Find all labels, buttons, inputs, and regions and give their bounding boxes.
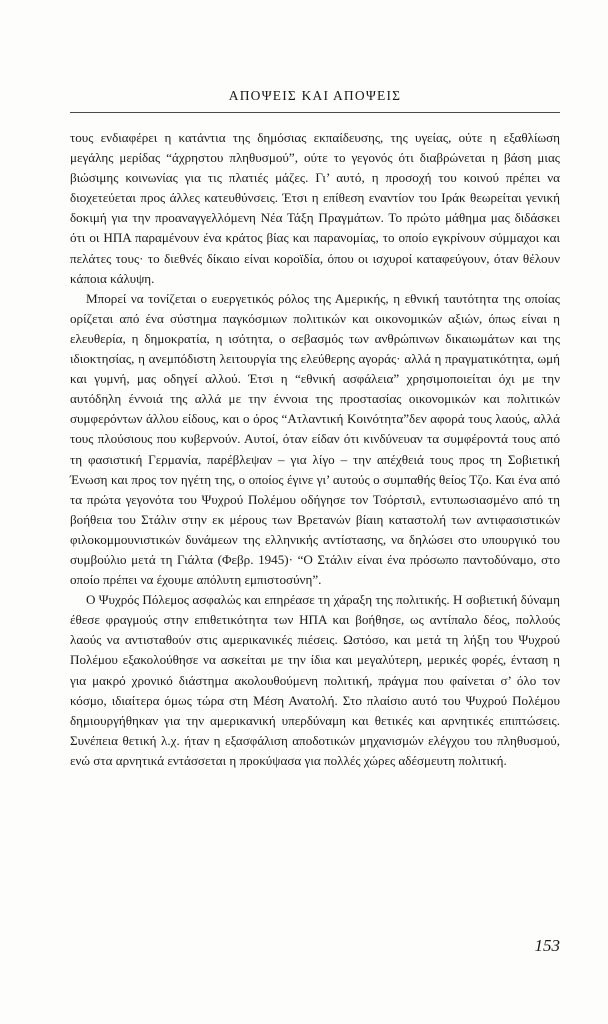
running-header: ΑΠΟΨΕΙΣ ΚΑΙ ΑΠΟΨΕΙΣ bbox=[228, 88, 402, 103]
header-divider bbox=[70, 112, 560, 113]
paragraph-1: τους ενδιαφέρει η κατάντια της δημόσιας εκπαίδευσης, της υγείας, ούτε η εξαθλίωση μεγάλης μερίδας “άχρηστου πληθυσμού”, ούτε το γεγονός ότι διαβρώνεται η βάση μιας βιώσιμης κοινωνίας για τις πλατιές μάζες. Γι’ αυτό, η προσοχή του κοινού πρέπει να διοχετεύεται προς άλλες κατευθύνσεις. Έτσι η επίθεση εναντίον του Ιράκ θεωρείται γενική δοκιμή για την προαναγγελλόμενη Νέα Τάξη Πραγμάτων. Το πρώτο μάθημα μας διδάσκει ότι οι ΗΠΑ παραμένουν ένα κράτος βίας και παρανομίας, το οποίο εγκρίνουν σύμμαχοι και πελάτες τους· το διεθνές δίκαιο είναι κοροϊδία, όπου οι ισχυροί καταφεύγουν, όταν θέλουν κάποια κάλυψη. bbox=[70, 130, 560, 286]
body-text bbox=[70, 128, 560, 771]
paragraph-3: Ο Ψυχρός Πόλεμος ασφαλώς και επηρέασε τη χάραξη της πολιτικής. Η σοβιετική δύναμη έθεσε φραγμούς στην επιθετικότητα των ΗΠΑ και βοήθησε, ως αντίπαλο δέος, πολλούς λαούς να αντισταθούν στις αμερικανικές πιέσεις. Ωστόσο, και μετά τη λήξη του Ψυχρού Πολέμου εξακολούθησε να ασκείται με την ίδια και μεγαλύτερη, μερικές φορές, ένταση η για μακρό χρονικό διάστημα ακολουθούμενη πολιτική, πράγμα που φαίνεται σ’ όλο τον κόσμο, ιδιαίτερα όμως τώρα στη Μέση Ανατολή. Στο πλαίσιο αυτό του Ψυχρού Πολέμου δημιουργήθηκαν για την αμερικανική υπερδύναμη και θετικές και αρνητικές επιπτώσεις. Συνέπεια θετική λ.χ. ήταν η εξασφάλιση αποδοτικών μηχανισμών ελέγχου του πληθυσμού, ενώ στα αρνητικά εντάσσεται η προκύψασα για πολλές χώρες αδέσμευτη πολιτική. bbox=[70, 592, 560, 768]
page-number: 153 bbox=[534, 936, 560, 955]
paragraph-2: Μπορεί να τονίζεται ο ευεργετικός ρόλος της Αμερικής, η εθνική ταυτότητα της οποίας ορίζεται από ένα σύστημα παγκόσμιων πολιτικών και οικονομικών αξιών, όπως είναι η ελευθερία, η δημοκρατία, η ισότητα, ο σεβασμός των ανθρώπινων δικαιωμάτων και της ιδιοκτησίας, η ανεμπόδιστη λειτουργία της ελεύθερης αγοράς· αλλά η πραγματικότητα, ωμή και γυμνή, μας οδηγεί αλλού. Έτσι η “εθνική ασφάλεια” χρησιμοποιείται όχι με την αυτόδηλη έννοιά της αλλά με την έννοια της προστασίας οικονομικών και πολιτικών συμφερόντων άλλου είδους, και ο όρος “Ατλαντική Κοινότητα”δεν αφορά τους λαούς, αλλά τους πλούσιους που κυβερνούν. Αυτοί, όταν είδαν ότι κινδύνευαν τα συμφέροντά τους από τη φασιστική Γερμανία, παρέβλεψαν – για λίγο – την απέχθειά τους προς τη Σοβιετική Ένωση και προς τον ηγέτη της, ο οποίος έγινε γι’ αυτούς ο συμπαθής θείος Τζο. Και ένα από τα πρώτα γεγονότα του Ψυχρού Πολέμου οδήγησε τον Τσόρτσιλ, εντυπωσιασμένο από τη βοήθεια του Στάλιν στην εκ μέρους των Βρετανών βίαιη καταστολή των αντιφασιστικών φιλοκομμουνιστικών δυνάμεων της ελληνικής αντίστασης, να δηλώσει στο υπουργικό του συμβούλιο μετά τη Γιάλτα (Φεβρ. 1945)· “Ο Στάλιν είναι ένα πρόσωπο παντοδύναμο, στο οποίο πρέπει να έχουμε απόλυτη εμπιστοσύνη”. bbox=[70, 290, 560, 588]
